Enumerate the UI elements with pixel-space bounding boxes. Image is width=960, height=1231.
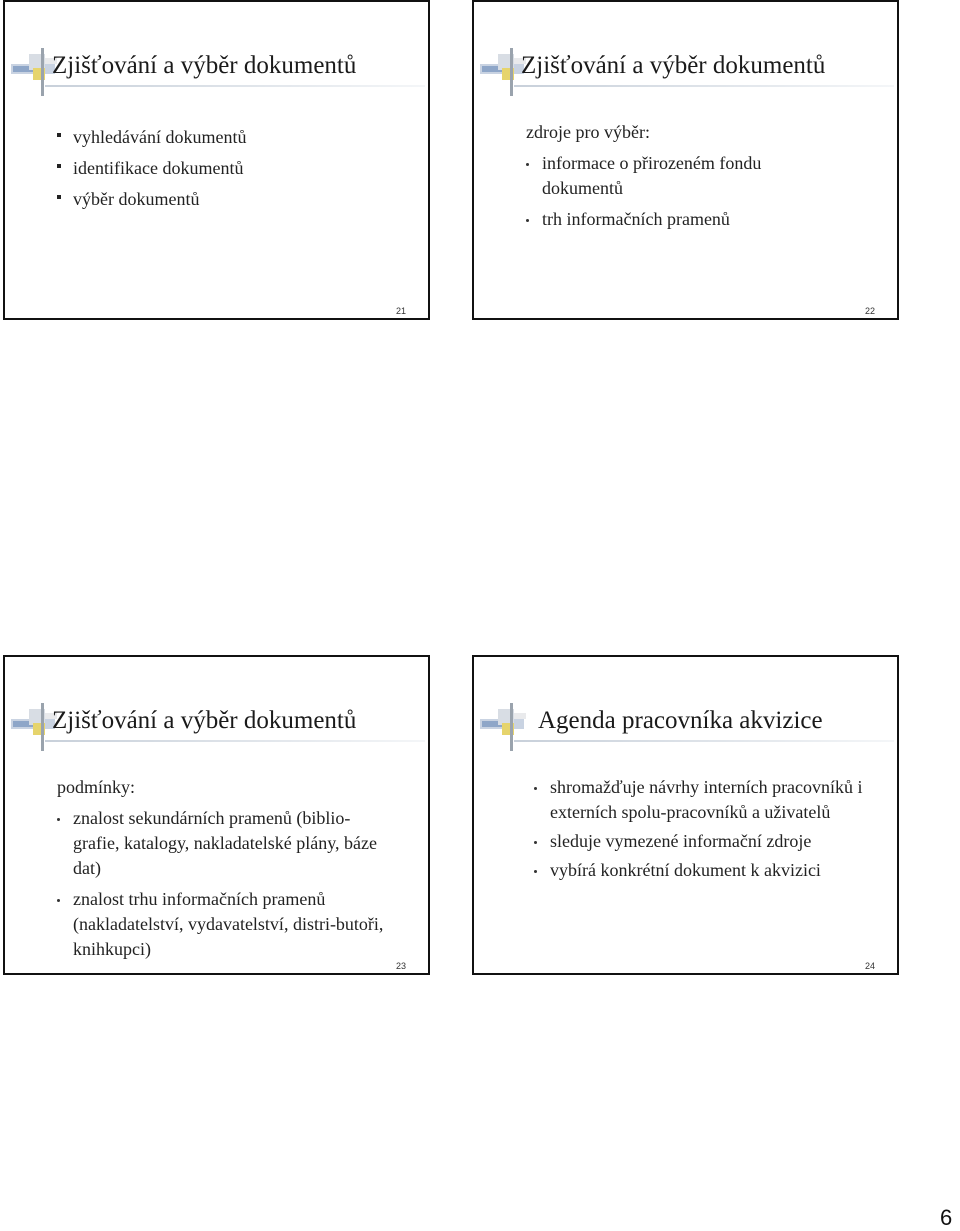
- slide-title: Agenda pracovníka akvizice: [538, 707, 823, 734]
- slide-number: 24: [864, 961, 875, 971]
- slide-24: [472, 655, 899, 975]
- list-item: informace o přirozeném fondu dokumentů: [526, 151, 826, 201]
- slide-decoration-icon: [474, 657, 534, 757]
- slide-title: Zjišťování a výběr dokumentů: [521, 52, 826, 79]
- list-item: trh informačních pramenů: [526, 207, 826, 232]
- bullet-list: [57, 806, 392, 962]
- list-item: výběr dokumentů: [57, 184, 417, 215]
- slide-content: [57, 775, 392, 968]
- slide-title: Zjišťování a výběr dokumentů: [52, 707, 357, 734]
- title-underline: [514, 85, 894, 87]
- title-underline: [514, 740, 894, 742]
- slide-title: Zjišťování a výběr dokumentů: [52, 52, 357, 79]
- page-number: 6: [940, 1205, 953, 1230]
- list-item: vyhledávání dokumentů: [57, 122, 417, 153]
- bullet-list: [534, 775, 879, 883]
- list-item: identifikace dokumentů: [57, 153, 417, 184]
- slide-content: [57, 122, 417, 215]
- list-item: vybírá konkrétní dokument k akvizici: [534, 858, 879, 883]
- slide-23: [3, 655, 430, 975]
- slide-number: 23: [395, 961, 406, 971]
- title-underline: [45, 85, 425, 87]
- list-item: znalost trhu informačních pramenů (nakladatelství, vydavatelství, distri-butoři, knihkupci): [57, 887, 392, 962]
- title-underline: [45, 740, 425, 742]
- slide-21: [3, 0, 430, 320]
- intro-text: podmínky:: [57, 777, 136, 797]
- list-item: sleduje vymezené informační zdroje: [534, 829, 879, 854]
- bullet-list: [57, 122, 417, 215]
- intro-text: zdroje pro výběr:: [526, 122, 650, 142]
- slide-content: [534, 775, 879, 889]
- slide-number: 22: [864, 306, 875, 316]
- list-item: znalost sekundárních pramenů (biblio-grafie, katalogy, nakladatelské plány, báze dat): [57, 806, 392, 881]
- bullet-list: [526, 151, 826, 232]
- slide-number: 21: [395, 306, 406, 316]
- slide-22: [472, 0, 899, 320]
- list-item: shromažďuje návrhy interních pracovníků i externích spolu-pracovníků a uživatelů: [534, 775, 879, 825]
- slide-content: [526, 120, 826, 238]
